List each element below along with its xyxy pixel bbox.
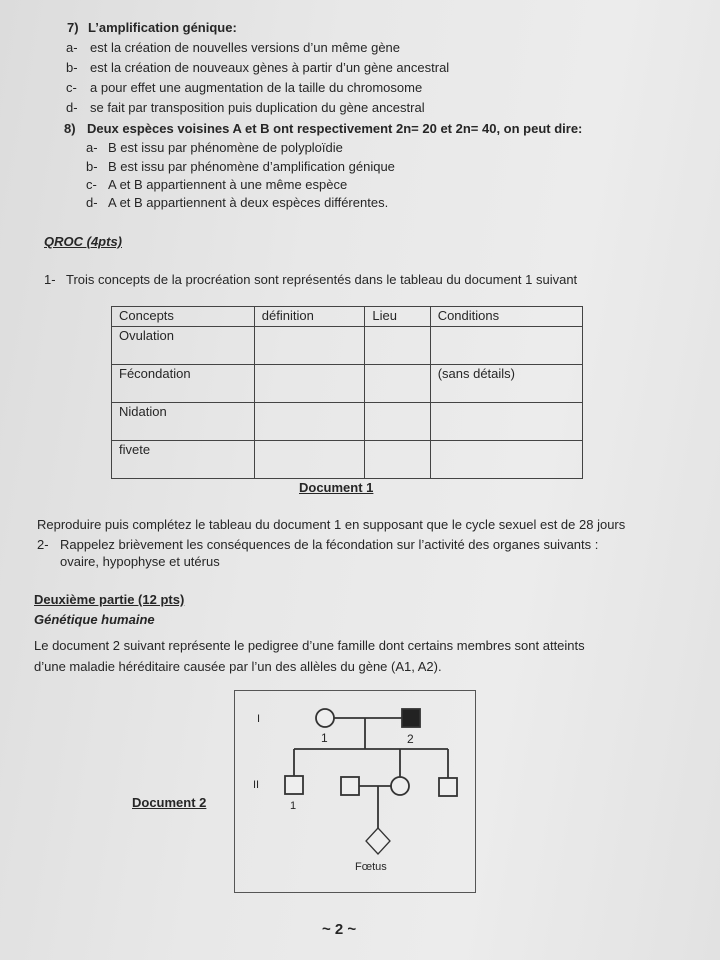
table-cell <box>430 441 582 479</box>
document-2-label: Document 2 <box>132 795 207 810</box>
qroc-q2-text-continued: ovaire, hypophyse et utérus <box>60 554 220 569</box>
male-affected-i2 <box>402 709 420 727</box>
table-cell <box>254 327 365 365</box>
q7-number: 7) <box>67 20 79 35</box>
table-header: Conditions <box>430 307 582 327</box>
individual-number: 1 <box>321 731 328 745</box>
q8-option-letter: d- <box>86 195 98 210</box>
male-unaffected-ii2 <box>341 777 359 795</box>
table-row <box>112 327 583 365</box>
q8-option-a: B est issu par phénomène de polyploïdie <box>108 140 343 155</box>
table-row <box>112 441 583 479</box>
instruction-text: Reproduire puis complétez le tableau du document 1 en supposant que le cycle sexuel est de 28 jours <box>37 517 626 532</box>
generation-label-ii: II <box>253 779 260 791</box>
part2-text-line2: d’une maladie héréditaire causée par l’un des allèles du gène (A1, A2). <box>34 659 442 674</box>
female-unaffected-ii3 <box>391 777 409 795</box>
foetus-label: Fœtus <box>355 861 387 873</box>
q8-option-c: A et B appartiennent à une même espèce <box>108 177 348 192</box>
part2-text-line1: Le document 2 suivant représente le pedigree d’une famille dont certains membres sont atteints <box>34 638 585 653</box>
q7-option-b: est la création de nouveaux gènes à partir d’un gène ancestral <box>90 60 450 75</box>
table-row <box>112 365 583 403</box>
q7-option-letter: b- <box>66 60 78 75</box>
q7-option-d: se fait par transposition puis duplication du gène ancestral <box>90 100 425 115</box>
table-row <box>112 403 583 441</box>
q8-option-letter: c- <box>86 177 97 192</box>
q8-option-b: B est issu par phénomène d’amplification génique <box>108 159 395 174</box>
table-header: définition <box>254 307 365 327</box>
table-cell <box>430 403 582 441</box>
qroc-q2-number: 2- <box>37 537 49 552</box>
q7-option-c: a pour effet une augmentation de la taille du chromosome <box>90 80 423 95</box>
generation-label-i: I <box>257 713 261 725</box>
male-unaffected-ii4 <box>439 778 457 796</box>
qroc-q1-number: 1- <box>44 272 56 287</box>
table-cell <box>254 403 365 441</box>
concepts-table <box>111 306 583 479</box>
q8-option-d: A et B appartiennent à deux espèces différentes. <box>108 195 389 210</box>
table-cell: Ovulation <box>112 327 255 365</box>
q8-option-letter: b- <box>86 159 98 174</box>
individual-number: 1 <box>290 800 297 812</box>
q7-option-letter: c- <box>66 80 77 95</box>
table-cell <box>365 403 430 441</box>
qroc-heading: QROC (4pts) <box>44 234 122 249</box>
male-unaffected-ii1 <box>285 776 303 794</box>
page-number: ~ 2 ~ <box>322 921 357 938</box>
qroc-q1-text: Trois concepts de la procréation sont représentés dans le tableau du document 1 suivant <box>66 272 578 287</box>
table-caption: Document 1 <box>299 480 374 495</box>
table-cell <box>365 327 430 365</box>
individual-number: 2 <box>407 732 414 746</box>
q7-option-letter: d- <box>66 100 78 115</box>
foetus-diamond <box>366 828 390 854</box>
q8-option-letter: a- <box>86 140 98 155</box>
table-header-row <box>112 307 583 327</box>
table-cell <box>254 441 365 479</box>
female-unaffected-i1 <box>316 709 334 727</box>
table-cell <box>254 365 365 403</box>
q7-title: L’amplification génique: <box>88 20 237 35</box>
table-cell: Fécondation <box>112 365 255 403</box>
q8-number: 8) <box>64 121 76 136</box>
table-header: Concepts <box>112 307 255 327</box>
q8-title: Deux espèces voisines A et B ont respectivement 2n= 20 et 2n= 40, on peut dire: <box>87 121 583 136</box>
pedigree-diagram <box>234 690 476 893</box>
table-cell: (sans détails) <box>430 365 582 403</box>
table-cell <box>365 365 430 403</box>
part2-heading: Deuxième partie (12 pts) <box>34 592 185 607</box>
part2-subtitle: Génétique humaine <box>34 612 155 627</box>
table-header: Lieu <box>365 307 430 327</box>
q7-option-a: est la création de nouvelles versions d’un même gène <box>90 40 401 55</box>
table-cell <box>365 441 430 479</box>
q7-option-letter: a- <box>66 40 78 55</box>
table-cell: Nidation <box>112 403 255 441</box>
table-cell <box>430 327 582 365</box>
table-cell: fivete <box>112 441 255 479</box>
qroc-q2-text: Rappelez brièvement les conséquences de la fécondation sur l’activité des organes suivants : <box>60 537 599 552</box>
